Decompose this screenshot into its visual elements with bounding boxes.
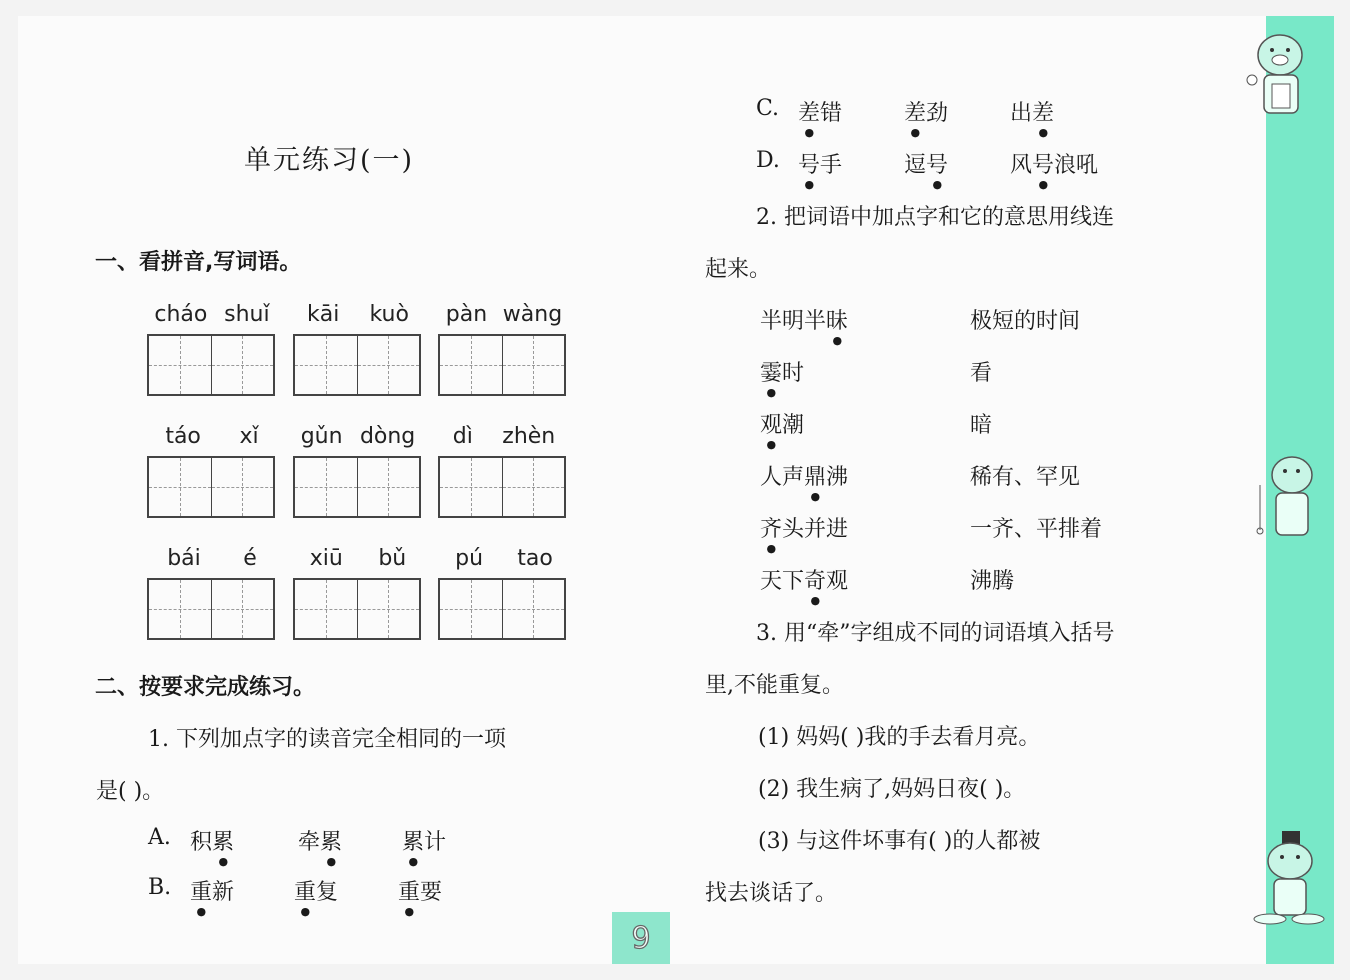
q1-text: 1. 下列加点字的读音完全相同的一项 bbox=[148, 727, 506, 752]
writing-box[interactable] bbox=[438, 578, 566, 640]
q1-answer-blank[interactable]: 是( )。 bbox=[96, 779, 165, 804]
writing-box[interactable] bbox=[293, 334, 421, 396]
pinyin-label: pàn wàng bbox=[445, 302, 563, 327]
section2-heading: 二、按要求完成练习。 bbox=[95, 675, 316, 700]
pinyin-label: xiū bǔ bbox=[309, 546, 407, 571]
option-word: 差错 bbox=[798, 101, 843, 126]
option-word: 累计 bbox=[402, 830, 447, 855]
pinyin-label: cháo shuǐ bbox=[154, 302, 270, 327]
page-title: 单元练习(一) bbox=[244, 145, 415, 176]
match-left-item[interactable]: 齐头并进 bbox=[760, 517, 849, 542]
page-number: 9 bbox=[612, 912, 670, 964]
q3-item[interactable]: (3) 与这件坏事有( )的人都被 bbox=[758, 829, 1041, 854]
option-word: 牵累 bbox=[298, 830, 343, 855]
option-word: 风号浪吼 bbox=[1010, 153, 1099, 178]
option-word: 差劲 bbox=[904, 101, 949, 126]
option-word: 重复 bbox=[294, 880, 339, 905]
match-left-item[interactable]: 人声鼎沸 bbox=[760, 465, 849, 490]
q3-text: 3. 用“牵”字组成不同的词语填入括号 bbox=[756, 621, 1115, 646]
option-word: 重要 bbox=[398, 880, 443, 905]
writing-box[interactable] bbox=[293, 456, 421, 518]
option-word: 积累 bbox=[190, 830, 235, 855]
pinyin-label: gǔn dòng bbox=[300, 424, 416, 449]
writing-box[interactable] bbox=[147, 578, 275, 640]
pinyin-label: bái é bbox=[167, 546, 257, 571]
option-label: D. bbox=[756, 148, 780, 173]
match-right-item[interactable]: 一齐、平排着 bbox=[970, 517, 1103, 542]
writing-box[interactable] bbox=[438, 334, 566, 396]
pig-mascot-icon bbox=[1240, 20, 1330, 130]
match-right-item[interactable]: 沸腾 bbox=[970, 569, 1015, 594]
match-right-item[interactable]: 极短的时间 bbox=[970, 309, 1081, 334]
option-word: 出差 bbox=[1010, 101, 1055, 126]
writing-box[interactable] bbox=[147, 334, 275, 396]
q3-item[interactable]: (2) 我生病了,妈妈日夜( )。 bbox=[758, 777, 1026, 802]
option-word: 逗号 bbox=[904, 153, 949, 178]
match-left-item[interactable]: 观潮 bbox=[760, 413, 805, 438]
pinyin-label: pú tao bbox=[455, 546, 553, 571]
cat-mascot-icon bbox=[1244, 825, 1334, 935]
match-left-item[interactable]: 半明半昧 bbox=[760, 309, 849, 334]
match-right-item[interactable]: 稀有、罕见 bbox=[970, 465, 1081, 490]
option-label: B. bbox=[148, 875, 172, 900]
q3-text-cont: 里,不能重复。 bbox=[705, 673, 844, 698]
q2-text: 2. 把词语中加点字和它的意思用线连 bbox=[756, 205, 1114, 230]
section1-heading: 一、看拼音,写词语。 bbox=[95, 250, 302, 275]
q3-item-cont: 找去谈话了。 bbox=[705, 881, 838, 906]
option-label: A. bbox=[148, 825, 171, 850]
match-left-item[interactable]: 霎时 bbox=[760, 361, 805, 386]
match-right-item[interactable]: 暗 bbox=[970, 413, 993, 438]
writing-box[interactable] bbox=[293, 578, 421, 640]
writing-box[interactable] bbox=[438, 456, 566, 518]
match-left-item[interactable]: 天下奇观 bbox=[760, 569, 849, 594]
q3-item[interactable]: (1) 妈妈( )我的手去看月亮。 bbox=[758, 725, 1041, 750]
pinyin-label: kāi kuò bbox=[307, 302, 409, 327]
match-right-item[interactable]: 看 bbox=[970, 361, 993, 386]
pinyin-label: táo xǐ bbox=[165, 424, 259, 449]
q2-text-cont: 起来。 bbox=[705, 257, 772, 282]
dog-mascot-icon bbox=[1250, 445, 1334, 555]
option-label: C. bbox=[756, 96, 780, 121]
option-word: 号手 bbox=[798, 153, 843, 178]
writing-box[interactable] bbox=[147, 456, 275, 518]
pinyin-label: dì zhèn bbox=[452, 424, 556, 449]
option-word: 重新 bbox=[190, 880, 235, 905]
